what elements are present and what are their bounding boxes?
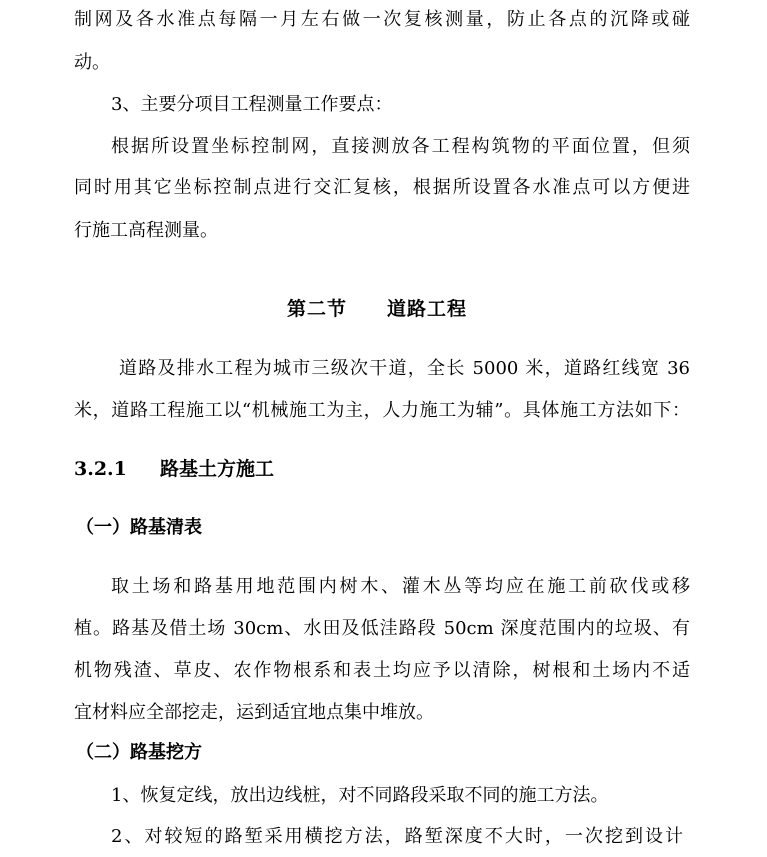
subsection-number: 3.2.1 — [74, 458, 127, 480]
list-item-1: 1、恢复定线，放出边线桩，对不同路段采取不同的施工方法。 — [111, 785, 609, 806]
list-item-3: 3、主要分项目工程测量工作要点： — [111, 94, 393, 115]
paragraph-line: 制网及各水准点每隔一月左右做一次复核测量，防止各点的沉降或碰 — [74, 9, 690, 30]
paragraph-line: 根据所设置坐标控制网，直接测放各工程构筑物的平面位置，但须 — [111, 136, 690, 157]
part-heading: （一）路基清表 — [76, 517, 202, 538]
paragraph-line: 宜材料应全部挖走，运到适宜地点集中堆放。 — [74, 702, 434, 723]
section-title: 道路工程 — [387, 298, 468, 320]
paragraph-line: 植。路基及借土场 30cm、水田及低洼路段 50cm 深度范围内的垃圾、有 — [74, 618, 690, 639]
paragraph-line: 道路及排水工程为城市三级次干道，全长 5000 米，道路红线宽 36 — [119, 358, 690, 379]
paragraph-line: 米，道路工程施工以“机械施工为主，人力施工为辅”。具体施工方法如下： — [74, 400, 690, 421]
paragraph-line: 行施工高程测量。 — [74, 220, 218, 241]
part-heading: （二）路基挖方 — [76, 742, 202, 763]
section-heading — [287, 297, 467, 321]
subsection-heading — [74, 457, 274, 481]
paragraph-line: 同时用其它坐标控制点进行交汇复核，根据所设置各水准点可以方便进 — [74, 177, 690, 198]
section-number: 第二节 — [287, 298, 348, 320]
subsection-title: 路基土方施工 — [160, 458, 275, 480]
paragraph-line: 动。 — [74, 52, 110, 73]
paragraph-line: 取土场和路基用地范围内树木、灌木丛等均应在施工前砍伐或移 — [111, 576, 690, 597]
list-item-2: 2、对较短的路堑采用横挖方法，路堑深度不大时，一次挖到设计 — [111, 826, 683, 847]
paragraph-line: 机物残渣、草皮、农作物根系和表土均应予以清除，树根和土场内不适 — [74, 660, 690, 681]
